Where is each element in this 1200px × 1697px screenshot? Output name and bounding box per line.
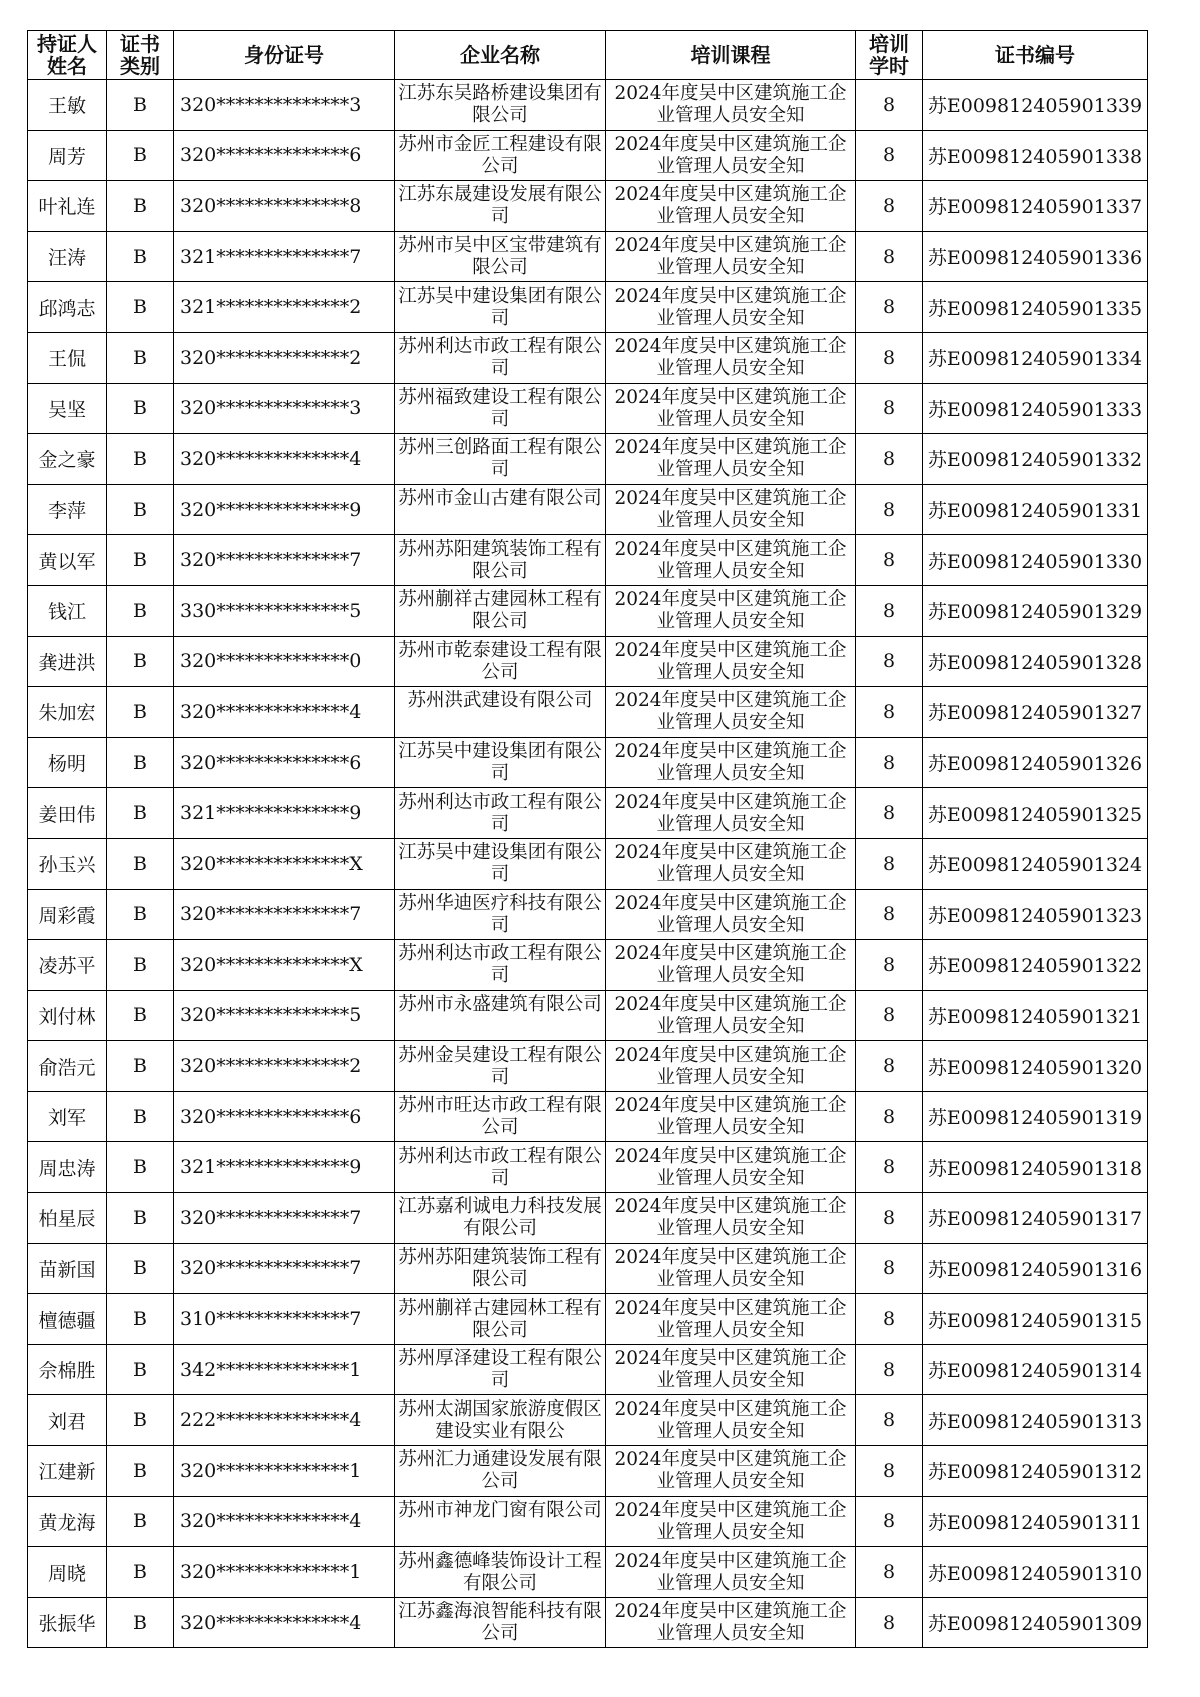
training-course: 2024年度吴中区建筑施工企业管理人员安全知 bbox=[606, 130, 856, 181]
cert-category: B bbox=[107, 535, 174, 586]
header-holder-name: 持证人 姓名 bbox=[28, 31, 107, 80]
training-hours: 8 bbox=[856, 1395, 923, 1446]
cert-category: B bbox=[107, 1091, 174, 1142]
holder-name: 龚进洪 bbox=[28, 636, 107, 687]
cert-number: 苏E009812405901319 bbox=[923, 1091, 1148, 1142]
training-course: 2024年度吴中区建筑施工企业管理人员安全知 bbox=[606, 737, 856, 788]
table-row bbox=[28, 80, 1148, 131]
cert-number: 苏E009812405901316 bbox=[923, 1243, 1148, 1294]
cert-number: 苏E009812405901324 bbox=[923, 838, 1148, 889]
holder-name: 钱江 bbox=[28, 585, 107, 636]
table-row bbox=[28, 535, 1148, 586]
id-number: 320**************6 bbox=[174, 1091, 395, 1142]
header-cert-number: 证书编号 bbox=[923, 31, 1148, 80]
cert-number: 苏E009812405901309 bbox=[923, 1597, 1148, 1648]
training-hours: 8 bbox=[856, 636, 923, 687]
enterprise-name: 江苏吴中建设集团有限公司 bbox=[395, 838, 606, 889]
id-number: 320**************X bbox=[174, 940, 395, 991]
id-number: 320**************6 bbox=[174, 737, 395, 788]
cert-category: B bbox=[107, 687, 174, 738]
cert-category: B bbox=[107, 889, 174, 940]
id-number: 320**************X bbox=[174, 838, 395, 889]
training-hours: 8 bbox=[856, 1547, 923, 1598]
training-hours: 8 bbox=[856, 788, 923, 839]
training-hours: 8 bbox=[856, 737, 923, 788]
holder-name: 周芳 bbox=[28, 130, 107, 181]
cert-number: 苏E009812405901327 bbox=[923, 687, 1148, 738]
table-row bbox=[28, 1597, 1148, 1648]
enterprise-name: 苏州市乾泰建设工程有限公司 bbox=[395, 636, 606, 687]
holder-name: 柏星辰 bbox=[28, 1193, 107, 1244]
training-course: 2024年度吴中区建筑施工企业管理人员安全知 bbox=[606, 1344, 856, 1395]
cert-number: 苏E009812405901328 bbox=[923, 636, 1148, 687]
enterprise-name: 苏州汇力通建设发展有限公司 bbox=[395, 1446, 606, 1497]
holder-name: 汪涛 bbox=[28, 231, 107, 282]
cert-number: 苏E009812405901314 bbox=[923, 1344, 1148, 1395]
training-course: 2024年度吴中区建筑施工企业管理人员安全知 bbox=[606, 181, 856, 232]
enterprise-name: 苏州洪武建设有限公司 bbox=[395, 687, 606, 738]
cert-category: B bbox=[107, 585, 174, 636]
enterprise-name: 苏州蒯祥古建园林工程有限公司 bbox=[395, 585, 606, 636]
table-row bbox=[28, 1446, 1148, 1497]
training-hours: 8 bbox=[856, 484, 923, 535]
training-hours: 8 bbox=[856, 332, 923, 383]
id-number: 320**************1 bbox=[174, 1446, 395, 1497]
id-number: 320**************5 bbox=[174, 990, 395, 1041]
cert-category: B bbox=[107, 1344, 174, 1395]
cert-number: 苏E009812405901322 bbox=[923, 940, 1148, 991]
enterprise-name: 苏州市金匠工程建设有限公司 bbox=[395, 130, 606, 181]
cert-category: B bbox=[107, 1294, 174, 1345]
training-course: 2024年度吴中区建筑施工企业管理人员安全知 bbox=[606, 585, 856, 636]
cert-number: 苏E009812405901333 bbox=[923, 383, 1148, 434]
id-number: 320**************1 bbox=[174, 1547, 395, 1598]
training-hours: 8 bbox=[856, 1344, 923, 1395]
holder-name: 孙玉兴 bbox=[28, 838, 107, 889]
holder-name: 王敏 bbox=[28, 80, 107, 131]
training-course: 2024年度吴中区建筑施工企业管理人员安全知 bbox=[606, 1041, 856, 1092]
training-course: 2024年度吴中区建筑施工企业管理人员安全知 bbox=[606, 1395, 856, 1446]
training-course: 2024年度吴中区建筑施工企业管理人员安全知 bbox=[606, 1446, 856, 1497]
training-course: 2024年度吴中区建筑施工企业管理人员安全知 bbox=[606, 1193, 856, 1244]
enterprise-name: 江苏吴中建设集团有限公司 bbox=[395, 282, 606, 333]
cert-number: 苏E009812405901330 bbox=[923, 535, 1148, 586]
cert-category: B bbox=[107, 1547, 174, 1598]
training-course: 2024年度吴中区建筑施工企业管理人员安全知 bbox=[606, 80, 856, 131]
training-course: 2024年度吴中区建筑施工企业管理人员安全知 bbox=[606, 1243, 856, 1294]
training-course: 2024年度吴中区建筑施工企业管理人员安全知 bbox=[606, 1496, 856, 1547]
id-number: 320**************4 bbox=[174, 687, 395, 738]
training-hours: 8 bbox=[856, 1091, 923, 1142]
id-number: 320**************2 bbox=[174, 1041, 395, 1092]
cert-category: B bbox=[107, 1041, 174, 1092]
cert-category: B bbox=[107, 636, 174, 687]
cert-number: 苏E009812405901334 bbox=[923, 332, 1148, 383]
table-row bbox=[28, 1496, 1148, 1547]
holder-name: 江建新 bbox=[28, 1446, 107, 1497]
table-row bbox=[28, 788, 1148, 839]
training-course: 2024年度吴中区建筑施工企业管理人员安全知 bbox=[606, 434, 856, 485]
training-course: 2024年度吴中区建筑施工企业管理人员安全知 bbox=[606, 1294, 856, 1345]
id-number: 320**************3 bbox=[174, 80, 395, 131]
cert-number: 苏E009812405901337 bbox=[923, 181, 1148, 232]
training-hours: 8 bbox=[856, 687, 923, 738]
training-hours: 8 bbox=[856, 1446, 923, 1497]
training-course: 2024年度吴中区建筑施工企业管理人员安全知 bbox=[606, 838, 856, 889]
training-course: 2024年度吴中区建筑施工企业管理人员安全知 bbox=[606, 535, 856, 586]
enterprise-name: 江苏鑫海浪智能科技有限公司 bbox=[395, 1597, 606, 1648]
enterprise-name: 苏州市神龙门窗有限公司 bbox=[395, 1496, 606, 1547]
holder-name: 杨明 bbox=[28, 737, 107, 788]
training-hours: 8 bbox=[856, 181, 923, 232]
holder-name: 吴坚 bbox=[28, 383, 107, 434]
cert-category: B bbox=[107, 1597, 174, 1648]
cert-number: 苏E009812405901339 bbox=[923, 80, 1148, 131]
cert-number: 苏E009812405901312 bbox=[923, 1446, 1148, 1497]
header-training-course: 培训课程 bbox=[606, 31, 856, 80]
holder-name: 刘付林 bbox=[28, 990, 107, 1041]
cert-number: 苏E009812405901318 bbox=[923, 1142, 1148, 1193]
cert-category: B bbox=[107, 484, 174, 535]
cert-number: 苏E009812405901332 bbox=[923, 434, 1148, 485]
enterprise-name: 苏州市永盛建筑有限公司 bbox=[395, 990, 606, 1041]
id-number: 320**************7 bbox=[174, 1193, 395, 1244]
cert-number: 苏E009812405901336 bbox=[923, 231, 1148, 282]
training-hours: 8 bbox=[856, 130, 923, 181]
training-course: 2024年度吴中区建筑施工企业管理人员安全知 bbox=[606, 332, 856, 383]
table-row bbox=[28, 1547, 1148, 1598]
enterprise-name: 苏州华迪医疗科技有限公司 bbox=[395, 889, 606, 940]
enterprise-name: 苏州福致建设工程有限公司 bbox=[395, 383, 606, 434]
training-hours: 8 bbox=[856, 383, 923, 434]
training-hours: 8 bbox=[856, 1243, 923, 1294]
table-row bbox=[28, 231, 1148, 282]
training-hours: 8 bbox=[856, 585, 923, 636]
training-hours: 8 bbox=[856, 1193, 923, 1244]
training-course: 2024年度吴中区建筑施工企业管理人员安全知 bbox=[606, 484, 856, 535]
training-course: 2024年度吴中区建筑施工企业管理人员安全知 bbox=[606, 636, 856, 687]
training-hours: 8 bbox=[856, 1597, 923, 1648]
id-number: 321**************9 bbox=[174, 1142, 395, 1193]
table-row bbox=[28, 1041, 1148, 1092]
training-hours: 8 bbox=[856, 1041, 923, 1092]
training-hours: 8 bbox=[856, 1142, 923, 1193]
cert-number: 苏E009812405901338 bbox=[923, 130, 1148, 181]
cert-category: B bbox=[107, 231, 174, 282]
id-number: 342**************1 bbox=[174, 1344, 395, 1395]
id-number: 320**************8 bbox=[174, 181, 395, 232]
table-row bbox=[28, 940, 1148, 991]
enterprise-name: 苏州苏阳建筑装饰工程有限公司 bbox=[395, 535, 606, 586]
enterprise-name: 苏州利达市政工程有限公司 bbox=[395, 332, 606, 383]
training-course: 2024年度吴中区建筑施工企业管理人员安全知 bbox=[606, 383, 856, 434]
table-row bbox=[28, 1193, 1148, 1244]
holder-name: 金之豪 bbox=[28, 434, 107, 485]
enterprise-name: 苏州太湖国家旅游度假区建设实业有限公 bbox=[395, 1395, 606, 1446]
training-hours: 8 bbox=[856, 838, 923, 889]
training-hours: 8 bbox=[856, 282, 923, 333]
training-hours: 8 bbox=[856, 434, 923, 485]
enterprise-name: 苏州厚泽建设工程有限公司 bbox=[395, 1344, 606, 1395]
id-number: 320**************2 bbox=[174, 332, 395, 383]
training-hours: 8 bbox=[856, 80, 923, 131]
cert-category: B bbox=[107, 838, 174, 889]
training-course: 2024年度吴中区建筑施工企业管理人员安全知 bbox=[606, 889, 856, 940]
cert-category: B bbox=[107, 940, 174, 991]
training-course: 2024年度吴中区建筑施工企业管理人员安全知 bbox=[606, 1597, 856, 1648]
enterprise-name: 苏州利达市政工程有限公司 bbox=[395, 1142, 606, 1193]
table-row bbox=[28, 484, 1148, 535]
enterprise-name: 苏州金吴建设工程有限公司 bbox=[395, 1041, 606, 1092]
cert-number: 苏E009812405901317 bbox=[923, 1193, 1148, 1244]
cert-category: B bbox=[107, 1446, 174, 1497]
holder-name: 佘棉胜 bbox=[28, 1344, 107, 1395]
holder-name: 张振华 bbox=[28, 1597, 107, 1648]
id-number: 321**************2 bbox=[174, 282, 395, 333]
id-number: 320**************7 bbox=[174, 535, 395, 586]
holder-name: 姜田伟 bbox=[28, 788, 107, 839]
enterprise-name: 江苏东晟建设发展有限公司 bbox=[395, 181, 606, 232]
holder-name: 刘军 bbox=[28, 1091, 107, 1142]
cert-number: 苏E009812405901323 bbox=[923, 889, 1148, 940]
cert-category: B bbox=[107, 383, 174, 434]
header-enterprise-name: 企业名称 bbox=[395, 31, 606, 80]
holder-name: 叶礼连 bbox=[28, 181, 107, 232]
cert-number: 苏E009812405901315 bbox=[923, 1294, 1148, 1345]
cert-category: B bbox=[107, 990, 174, 1041]
header-row bbox=[28, 31, 1148, 80]
enterprise-name: 江苏嘉利诚电力科技发展有限公司 bbox=[395, 1193, 606, 1244]
enterprise-name: 江苏吴中建设集团有限公司 bbox=[395, 737, 606, 788]
cert-category: B bbox=[107, 1496, 174, 1547]
training-hours: 8 bbox=[856, 1294, 923, 1345]
table-row bbox=[28, 889, 1148, 940]
holder-name: 周彩霞 bbox=[28, 889, 107, 940]
cert-number: 苏E009812405901331 bbox=[923, 484, 1148, 535]
table-row bbox=[28, 434, 1148, 485]
cert-category: B bbox=[107, 282, 174, 333]
training-hours: 8 bbox=[856, 990, 923, 1041]
cert-category: B bbox=[107, 737, 174, 788]
cert-category: B bbox=[107, 1142, 174, 1193]
table-row bbox=[28, 585, 1148, 636]
id-number: 320**************6 bbox=[174, 130, 395, 181]
id-number: 320**************7 bbox=[174, 889, 395, 940]
id-number: 222**************4 bbox=[174, 1395, 395, 1446]
id-number: 320**************3 bbox=[174, 383, 395, 434]
cert-category: B bbox=[107, 181, 174, 232]
holder-name: 黄以军 bbox=[28, 535, 107, 586]
header-id-number: 身份证号 bbox=[174, 31, 395, 80]
id-number: 320**************7 bbox=[174, 1243, 395, 1294]
cert-number: 苏E009812405901311 bbox=[923, 1496, 1148, 1547]
id-number: 320**************4 bbox=[174, 434, 395, 485]
id-number: 320**************0 bbox=[174, 636, 395, 687]
table-row bbox=[28, 990, 1148, 1041]
training-hours: 8 bbox=[856, 940, 923, 991]
training-hours: 8 bbox=[856, 231, 923, 282]
enterprise-name: 苏州利达市政工程有限公司 bbox=[395, 788, 606, 839]
table-row bbox=[28, 282, 1148, 333]
training-course: 2024年度吴中区建筑施工企业管理人员安全知 bbox=[606, 687, 856, 738]
id-number: 320**************4 bbox=[174, 1496, 395, 1547]
holder-name: 周忠涛 bbox=[28, 1142, 107, 1193]
training-course: 2024年度吴中区建筑施工企业管理人员安全知 bbox=[606, 282, 856, 333]
table-row bbox=[28, 636, 1148, 687]
enterprise-name: 苏州市吴中区宝带建筑有限公司 bbox=[395, 231, 606, 282]
cert-number: 苏E009812405901329 bbox=[923, 585, 1148, 636]
table-row bbox=[28, 1091, 1148, 1142]
cert-category: B bbox=[107, 130, 174, 181]
header-cert-category: 证书 类别 bbox=[107, 31, 174, 80]
id-number: 330**************5 bbox=[174, 585, 395, 636]
training-course: 2024年度吴中区建筑施工企业管理人员安全知 bbox=[606, 1547, 856, 1598]
training-course: 2024年度吴中区建筑施工企业管理人员安全知 bbox=[606, 231, 856, 282]
table-row bbox=[28, 1142, 1148, 1193]
certificate-table bbox=[27, 30, 1148, 1648]
table-row bbox=[28, 1344, 1148, 1395]
id-number: 321**************9 bbox=[174, 788, 395, 839]
id-number: 310**************7 bbox=[174, 1294, 395, 1345]
enterprise-name: 苏州利达市政工程有限公司 bbox=[395, 940, 606, 991]
cert-category: B bbox=[107, 1243, 174, 1294]
cert-number: 苏E009812405901313 bbox=[923, 1395, 1148, 1446]
holder-name: 王侃 bbox=[28, 332, 107, 383]
enterprise-name: 江苏东吴路桥建设集团有限公司 bbox=[395, 80, 606, 131]
table-row bbox=[28, 687, 1148, 738]
holder-name: 凌苏平 bbox=[28, 940, 107, 991]
id-number: 320**************4 bbox=[174, 1597, 395, 1648]
training-course: 2024年度吴中区建筑施工企业管理人员安全知 bbox=[606, 1091, 856, 1142]
table-row bbox=[28, 383, 1148, 434]
enterprise-name: 苏州市旺达市政工程有限公司 bbox=[395, 1091, 606, 1142]
enterprise-name: 苏州苏阳建筑装饰工程有限公司 bbox=[395, 1243, 606, 1294]
id-number: 320**************9 bbox=[174, 484, 395, 535]
cert-category: B bbox=[107, 1193, 174, 1244]
cert-number: 苏E009812405901310 bbox=[923, 1547, 1148, 1598]
enterprise-name: 苏州鑫德峰装饰设计工程有限公司 bbox=[395, 1547, 606, 1598]
table-row bbox=[28, 130, 1148, 181]
holder-name: 周晓 bbox=[28, 1547, 107, 1598]
training-course: 2024年度吴中区建筑施工企业管理人员安全知 bbox=[606, 1142, 856, 1193]
table-row bbox=[28, 332, 1148, 383]
holder-name: 俞浩元 bbox=[28, 1041, 107, 1092]
holder-name: 檀德疆 bbox=[28, 1294, 107, 1345]
cert-category: B bbox=[107, 332, 174, 383]
holder-name: 李萍 bbox=[28, 484, 107, 535]
table-row bbox=[28, 1294, 1148, 1345]
cert-category: B bbox=[107, 1395, 174, 1446]
header-training-hours: 培训 学时 bbox=[856, 31, 923, 80]
table-row bbox=[28, 1395, 1148, 1446]
table-row bbox=[28, 1243, 1148, 1294]
cert-number: 苏E009812405901326 bbox=[923, 737, 1148, 788]
enterprise-name: 苏州市金山古建有限公司 bbox=[395, 484, 606, 535]
cert-number: 苏E009812405901320 bbox=[923, 1041, 1148, 1092]
id-number: 321**************7 bbox=[174, 231, 395, 282]
training-hours: 8 bbox=[856, 1496, 923, 1547]
holder-name: 苗新国 bbox=[28, 1243, 107, 1294]
training-hours: 8 bbox=[856, 535, 923, 586]
table-row bbox=[28, 838, 1148, 889]
enterprise-name: 苏州三创路面工程有限公司 bbox=[395, 434, 606, 485]
holder-name: 刘君 bbox=[28, 1395, 107, 1446]
holder-name: 黄龙海 bbox=[28, 1496, 107, 1547]
cert-number: 苏E009812405901335 bbox=[923, 282, 1148, 333]
cert-category: B bbox=[107, 788, 174, 839]
table-row bbox=[28, 737, 1148, 788]
holder-name: 邱鸿志 bbox=[28, 282, 107, 333]
training-course: 2024年度吴中区建筑施工企业管理人员安全知 bbox=[606, 788, 856, 839]
enterprise-name: 苏州蒯祥古建园林工程有限公司 bbox=[395, 1294, 606, 1345]
cert-category: B bbox=[107, 434, 174, 485]
holder-name: 朱加宏 bbox=[28, 687, 107, 738]
cert-number: 苏E009812405901321 bbox=[923, 990, 1148, 1041]
cert-category: B bbox=[107, 80, 174, 131]
training-course: 2024年度吴中区建筑施工企业管理人员安全知 bbox=[606, 940, 856, 991]
training-hours: 8 bbox=[856, 889, 923, 940]
table-row bbox=[28, 181, 1148, 232]
cert-number: 苏E009812405901325 bbox=[923, 788, 1148, 839]
training-course: 2024年度吴中区建筑施工企业管理人员安全知 bbox=[606, 990, 856, 1041]
